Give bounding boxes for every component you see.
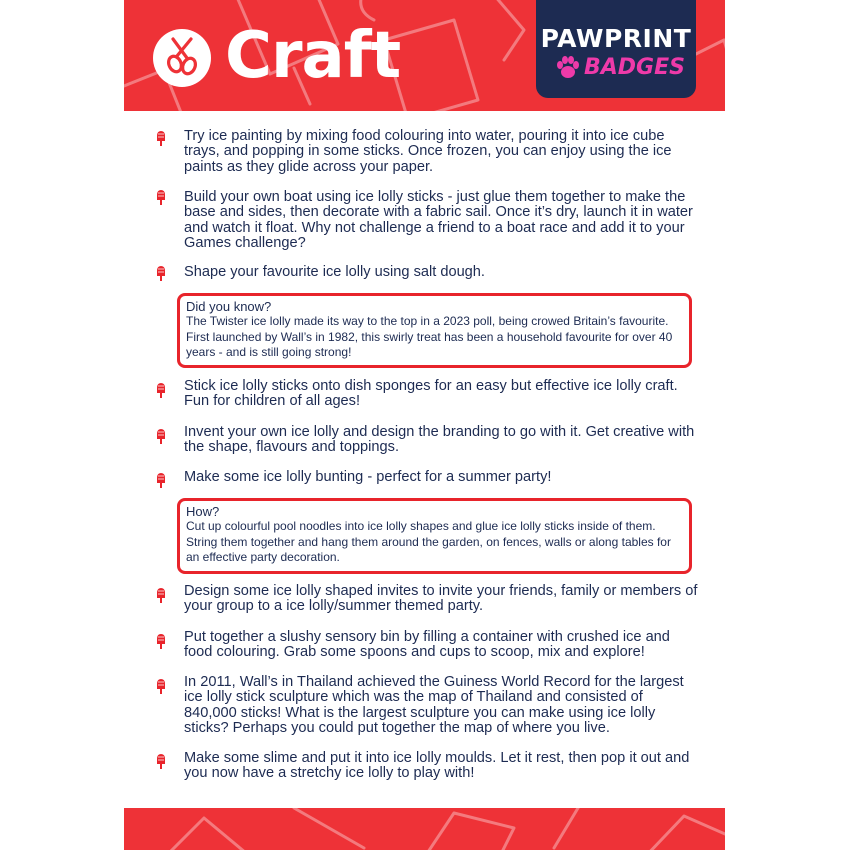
ice-lolly-icon — [156, 382, 166, 399]
ice-lolly-icon — [156, 265, 166, 282]
scissors-icon — [153, 29, 211, 87]
page-footer — [124, 808, 725, 850]
ice-lolly-icon — [156, 753, 166, 770]
list-item-text: Try ice painting by mixing food colouring into water, pouring it into ice cube trays, and popping in some sticks. Once frozen, you can enjoy using the ice paints as they glide across your paper. — [184, 128, 672, 175]
ice-lolly-icon — [156, 472, 166, 489]
ice-lolly-icon — [156, 130, 166, 147]
did-you-know-text: The Twister ice lolly made its way to the top in a 2023 poll, being crowed Britain’s favourite. First launched by Wall’s in 1982, this swirly treat has been a household favourite for over 40 years - and is still going strong! — [186, 314, 673, 359]
logo-bottom-text: BADGES — [584, 55, 685, 80]
ice-lolly-icon — [156, 678, 166, 695]
paw-icon — [554, 54, 582, 82]
list-item-text: In 2011, Wall’s in Thailand achieved the Guiness World Record for the largest ice lolly stick sculpture which was the map of Thailand and consisted of 840,000 sticks! What is the largest sculpture you can make using ice lolly sticks? Perhaps you could put together the map of where you live. — [184, 674, 684, 737]
list-item-text: Shape your favourite ice lolly using salt dough. — [184, 264, 485, 280]
list-item-text: Stick ice lolly sticks onto dish sponges for an easy but effective ice lolly craft. Fun for children of all ages! — [184, 378, 678, 410]
logo-bottom-row — [554, 54, 685, 82]
ice-lolly-icon — [156, 633, 166, 650]
craft-page — [124, 0, 725, 850]
did-you-know-heading: Did you know? — [186, 299, 272, 314]
list-item-text: Invent your own ice lolly and design the branding to go with it. Get creative with the shape, flavours and toppings. — [184, 424, 695, 456]
ice-lolly-pattern — [124, 808, 725, 850]
ice-lolly-icon — [156, 428, 166, 445]
did-you-know-box — [177, 293, 692, 368]
list-item-text: Put together a slushy sensory bin by filling a container with crushed ice and food colouring. Grab some spoons and cups to scoop, mix and explore! — [184, 629, 670, 661]
list-item-text: Make some slime and put it into ice lolly moulds. Let it rest, then pop it out and you now have a stretchy ice lolly to play with! — [184, 750, 690, 782]
pawprint-badges-logo — [536, 0, 696, 98]
how-box — [177, 498, 692, 574]
page-title: Craft — [225, 19, 401, 93]
list-item-text: Design some ice lolly shaped invites to invite your friends, family or members of your group to a ice lolly/summer themed party. — [184, 583, 698, 615]
list-item-text: Make some ice lolly bunting - perfect for a summer party! — [184, 469, 552, 485]
logo-top-text: PAWPRINT — [540, 24, 692, 53]
how-heading: How? — [186, 504, 220, 519]
how-text: Cut up colourful pool noodles into ice lolly shapes and glue ice lolly sticks inside of them. String them together and hang them around the garden, on fences, walls or along tables for an effective party decoration. — [186, 519, 671, 564]
list-item-text: Build your own boat using ice lolly sticks - just glue them together to make the base and sides, then decorate with a fabric sail. Once it’s dry, launch it in water and watch it float. Why not challenge a friend to a boat race and add it to your Games challenge? — [184, 189, 693, 252]
ice-lolly-icon — [156, 587, 166, 604]
page-header — [124, 0, 725, 111]
ice-lolly-icon — [156, 189, 166, 206]
scissors-badge — [153, 29, 211, 87]
